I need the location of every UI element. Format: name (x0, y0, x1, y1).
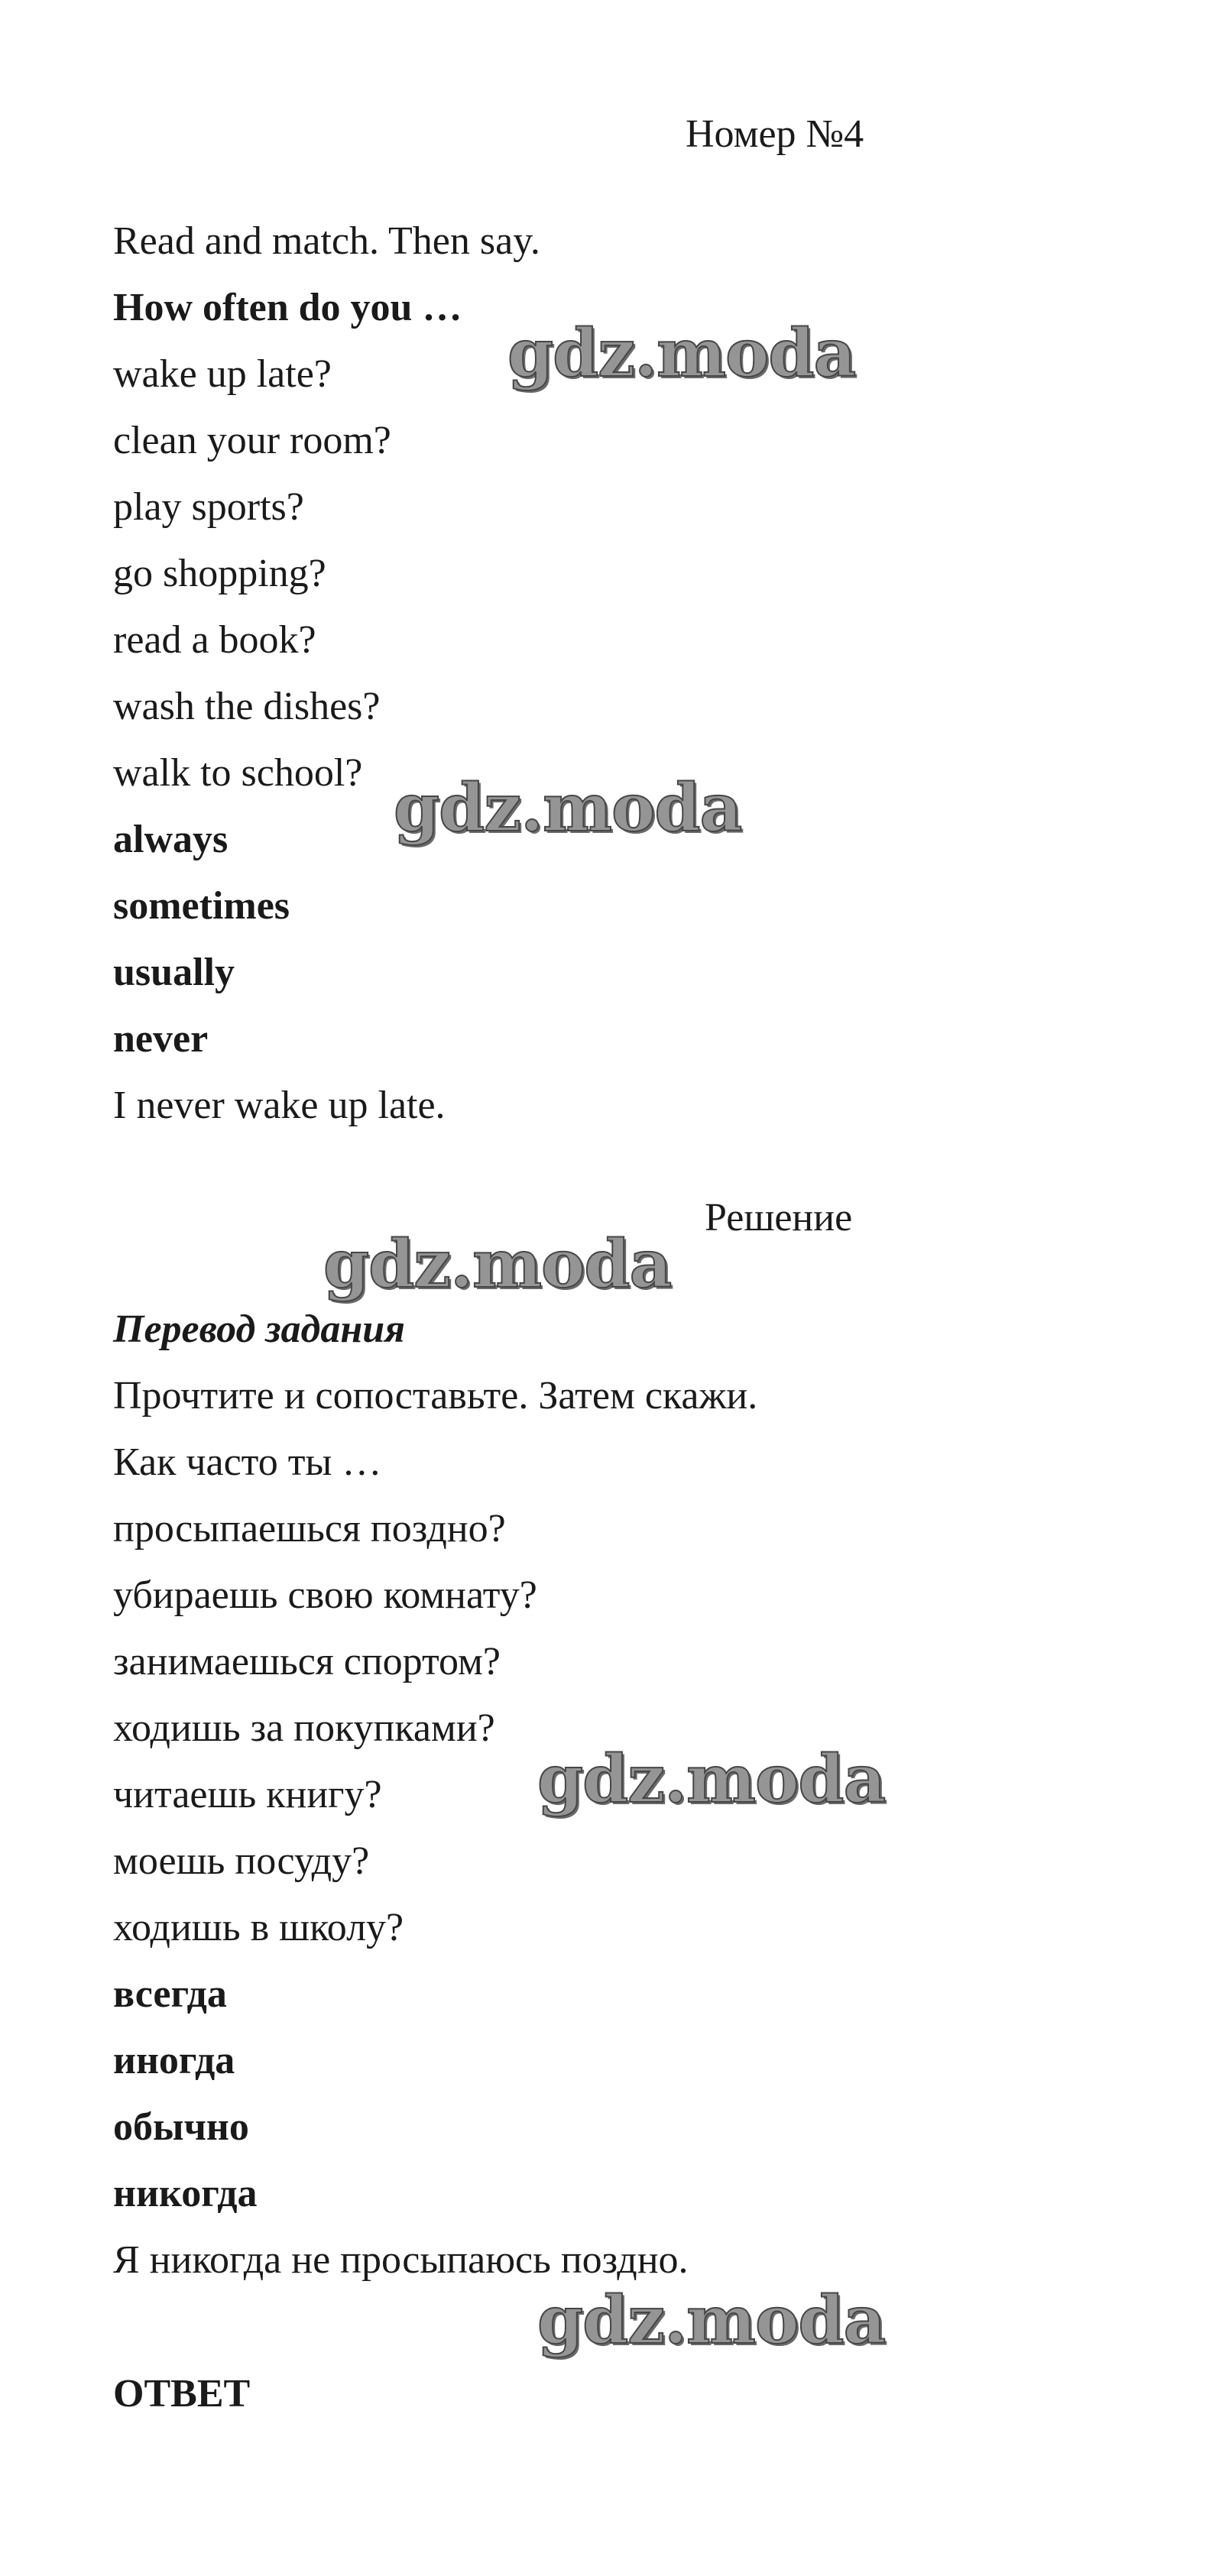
translation-heading: Перевод задания (113, 1307, 405, 1351)
translation-activity: занимаешься спортом? (113, 1640, 501, 1683)
task-instruction: Read and match. Then say. (113, 219, 540, 263)
watermark-logo: gdz.moda (507, 315, 856, 392)
task-example: I never wake up late. (113, 1084, 446, 1127)
watermark-logo: gdz.moda (323, 1226, 672, 1303)
frequency-word: always (113, 818, 229, 861)
solution-heading: Решение (705, 1196, 853, 1239)
activity-item: wash the dishes? (113, 685, 381, 728)
watermark-logo: gdz.moda (537, 2282, 886, 2359)
frequency-word: sometimes (113, 884, 290, 928)
translation-activity: убираешь свою комнату? (113, 1573, 537, 1617)
translation-activity: просыпаешься поздно? (113, 1507, 506, 1550)
translation-frequency: обычно (113, 2105, 249, 2149)
task-question: How often do you … (113, 286, 462, 329)
translation-activity: читаешь книгу? (113, 1773, 382, 1816)
translation-frequency: никогда (113, 2172, 258, 2215)
translation-activity: моешь посуду? (113, 1839, 370, 1883)
translation-activity: ходишь в школу? (113, 1906, 404, 1949)
activity-item: wake up late? (113, 352, 332, 396)
translation-instruction: Прочтите и сопоставьте. Затем скажи. (113, 1374, 758, 1418)
translation-question: Как часто ты … (113, 1440, 382, 1484)
translation-frequency: иногда (113, 2039, 235, 2082)
activity-item: go shopping? (113, 552, 326, 595)
translation-frequency: всегда (113, 1972, 227, 2016)
page-number: Номер №4 (686, 112, 864, 156)
translation-example: Я никогда не просыпаюсь поздно. (113, 2238, 689, 2282)
frequency-word: never (113, 1017, 209, 1061)
activity-item: walk to school? (113, 751, 363, 795)
activity-item: clean your room? (113, 419, 391, 462)
watermark-logo: gdz.moda (394, 770, 742, 847)
activity-item: read a book? (113, 618, 316, 662)
answer-heading: ОТВЕТ (113, 2372, 251, 2416)
activity-item: play sports? (113, 485, 304, 529)
translation-activity: ходишь за покупками? (113, 1706, 495, 1750)
watermark-logo: gdz.moda (537, 1741, 886, 1818)
frequency-word: usually (113, 951, 235, 994)
